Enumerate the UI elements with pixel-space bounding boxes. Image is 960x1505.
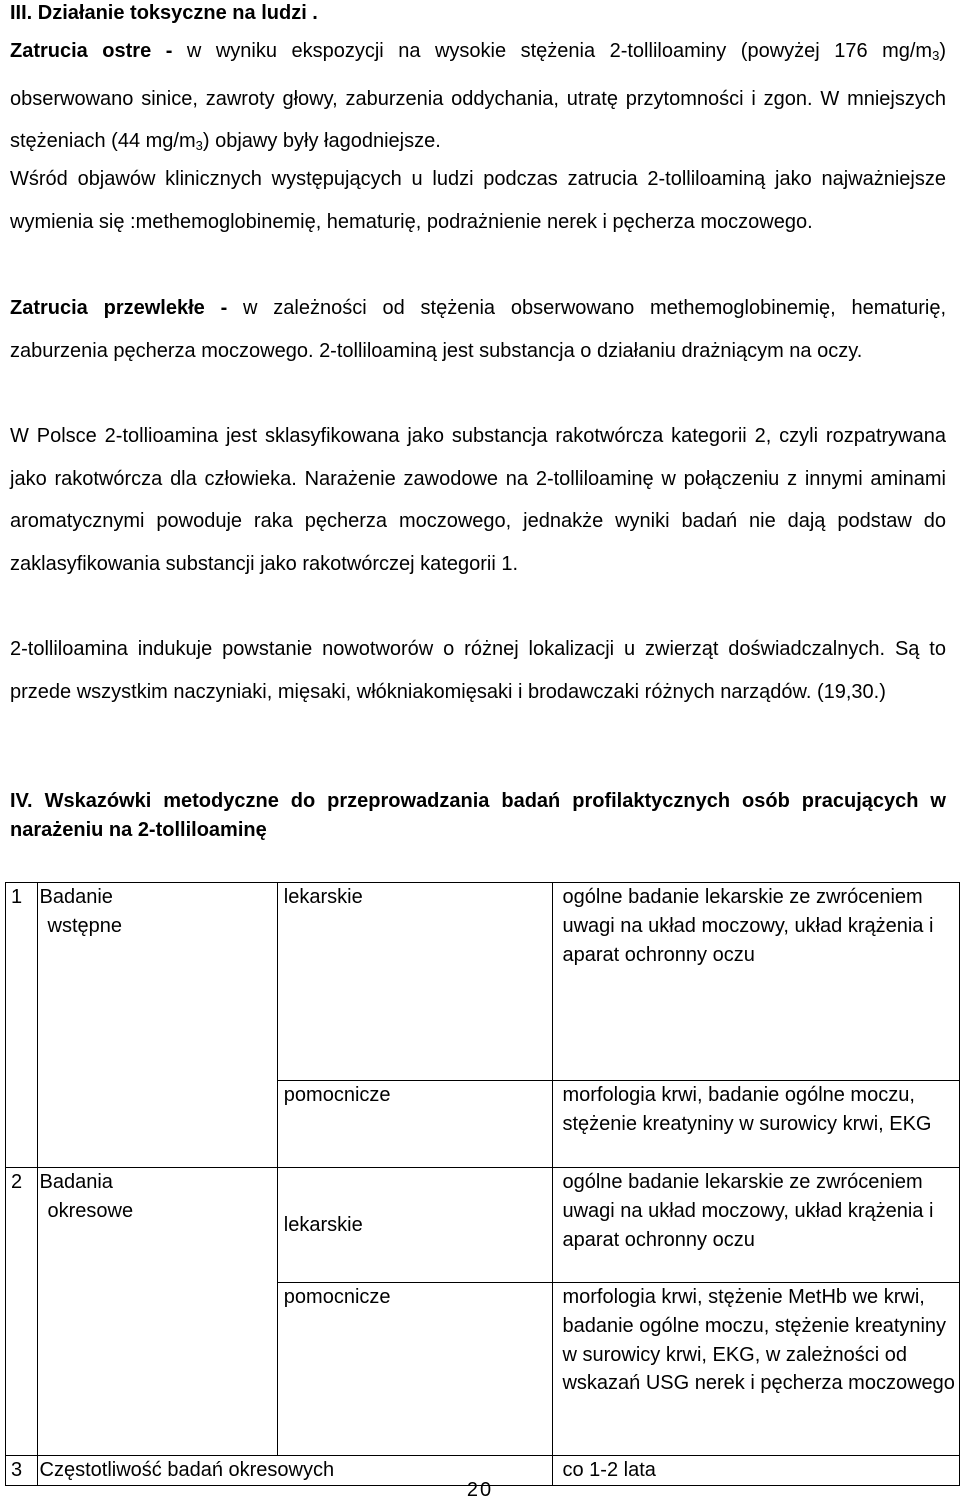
section-4-heading: IV. Wskazówki metodyczne do przeprowadzania badań profilaktycznych osób pracujących w narażeniu na 2-tolliloaminę: [10, 790, 946, 841]
clinical-symptoms-paragraph: Wśród objawów klinicznych występujących u ludzi podczas zatrucia 2-tolliloaminą jako najważniejsze wymienia się :methemoglobinemię, hematurię, podrażnienie nerek i pęcherza moczowego.: [10, 168, 946, 233]
row-number: 2: [6, 1168, 38, 1456]
exam-scope-cell: morfologia krwi, stężenie MetHb we krwi, badanie ogólne moczu, stężenie kreatyniny w surowicy krwi, EKG, w zależności od wskazań USG nerek i pęcherza moczowego: [553, 1283, 960, 1456]
exam-scope-cell: ogólne badanie lekarskie ze zwróceniem uwagi na układ moczowy, układ krążenia i aparat ochronny oczu: [553, 1168, 960, 1283]
acute-text-c: ) objawy były łagodniejsze.: [202, 130, 441, 152]
exam-kind-cell: pomocnicze: [277, 1283, 553, 1456]
acute-poisoning-paragraph: [10, 30, 946, 168]
exam-type-cell: [37, 1168, 277, 1456]
section-3-heading: III. Działanie toksyczne na ludzi .: [10, 2, 318, 24]
exam-kind-cell: pomocnicze: [277, 1081, 553, 1168]
exam-type-line1: Badanie: [39, 886, 113, 908]
exam-kind-cell: lekarskie: [277, 1168, 553, 1283]
table-row: [6, 883, 960, 1081]
exam-type-line2: wstępne: [47, 914, 123, 937]
page-number: 20: [466, 1479, 494, 1501]
animal-studies-paragraph: 2-tolliloamina indukuje powstanie nowotworów o różnej lokalizacji u zwierząt doświadczalnych. Są to przede wszystkim naczyniaki, mięsaki, włókniakomięsaki i brodawczaki różnych narządów. (19,30.): [10, 638, 946, 703]
exam-type-line2: okresowe: [47, 1199, 134, 1222]
exam-scope-cell: morfologia krwi, badanie ogólne moczu, stężenie kreatyniny w surowicy krwi, EKG: [553, 1081, 960, 1168]
row-number: 1: [6, 883, 38, 1168]
exam-type-line1: Badania: [39, 1171, 113, 1193]
exam-kind-cell: lekarskie: [277, 883, 553, 1081]
acute-subscript-2: 3: [195, 138, 203, 153]
classification-paragraph: W Polsce 2-tollioamina jest sklasyfikowana jako substancja rakotwórcza kategorii 2, czyli rozpatrywana jako rakotwórcza dla człowieka. Narażenie zawodowe na 2-tolliloaminę w połączeniu z innymi aminami aromatycznymi powoduje raka pęcherza moczowego, jednakże wyniki badań nie dają podstaw do zaklasyfikowania substancji jako rakotwórczej kategorii 1.: [10, 425, 946, 575]
table-row: [6, 1168, 960, 1283]
frequency-value-cell: co 1-2 lata: [553, 1456, 960, 1486]
exam-type-cell: [37, 883, 277, 1168]
chronic-text: w zależności od stężenia obserwowano methemoglobinemię, hematurię, zaburzenia pęcherza moczowego. 2-tolliloaminą jest substancja o działaniu drażniącym na oczy.: [10, 297, 946, 362]
exam-scope-cell: ogólne badanie lekarskie ze zwróceniem uwagi na układ moczowy, układ krążenia i aparat ochronny oczu: [553, 883, 960, 1081]
acute-poisoning-label: Zatrucia ostre -: [10, 40, 173, 62]
acute-text-b: ) obserwowano sinice, zawroty głowy, zaburzenia oddychania, utratę przytomności i zgon. W mniejszych stężeniach (44 mg/m: [10, 40, 946, 152]
medical-exam-table: [5, 882, 960, 1486]
frequency-label-cell: Częstotliwość badań okresowych: [37, 1456, 553, 1486]
chronic-poisoning-label: Zatrucia przewlekłe -: [10, 297, 228, 319]
acute-text-a: w wyniku ekspozycji na wysokie stężenia 2-tolliloaminy (powyżej 176 mg/m: [172, 40, 933, 62]
chronic-poisoning-paragraph: [10, 287, 946, 372]
row-number: 3: [6, 1456, 38, 1486]
acute-subscript-1: 3: [932, 48, 940, 63]
